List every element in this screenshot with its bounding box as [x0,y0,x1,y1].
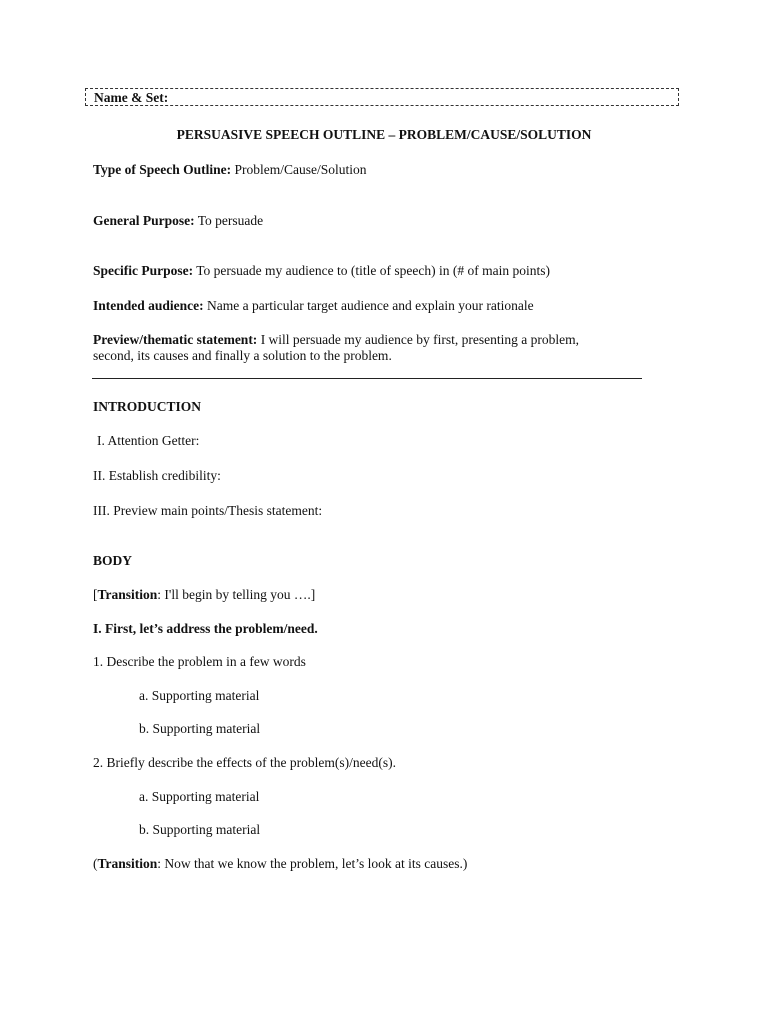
name-set-box [85,88,679,106]
intended-audience [93,297,534,314]
general-purpose-label: General Purpose: [93,213,195,228]
sub-point-2: 2. Briefly describe the effects of the problem(s)/need(s). [93,755,397,770]
intro-preview: III. Preview main points/Thesis statement: [93,503,323,518]
intended-audience-label: Intended audience: [93,298,204,313]
intro-attention-getter: I. Attention Getter: [97,433,200,448]
transition-1-text: : I'll begin by telling you ….] [157,587,316,602]
general-purpose [93,212,263,229]
general-purpose-value: To persuade [194,213,264,228]
preview-statement [93,331,579,348]
transition-1-label: Transition [97,587,158,602]
specific-purpose-label: Specific Purpose: [93,263,194,278]
main-point-1: I. First, let’s address the problem/need. [93,621,318,636]
document-title: PERSUASIVE SPEECH OUTLINE – PROBLEM/CAUSE/SOLUTION [176,127,592,142]
name-set-label: Name & Set: [94,90,169,105]
sub-point-2-b: b. Supporting material [139,822,261,837]
section-divider [92,378,642,379]
body-transition-2 [93,855,467,872]
intended-audience-value: Name a particular target audience and explain your rationale [203,298,534,313]
type-of-outline-label: Type of Speech Outline: [93,162,232,177]
intro-credibility: II. Establish credibility: [93,468,221,483]
body-transition-1 [93,586,315,603]
specific-purpose-value: To persuade my audience to (title of speech) in (# of main points) [193,263,550,278]
sub-point-2-a: a. Supporting material [139,789,260,804]
preview-value-line1: I will persuade my audience by first, presenting a problem, [257,332,579,347]
transition-1-open: [ [93,587,98,602]
preview-value-line2: second, its causes and finally a solution to the problem. [93,348,392,363]
transition-2-text: : Now that we know the problem, let’s look at its causes.) [157,856,468,871]
sub-point-1-a: a. Supporting material [139,688,260,703]
type-of-outline-value: Problem/Cause/Solution [231,162,367,177]
sub-point-1: 1. Describe the problem in a few words [93,654,306,669]
body-heading: BODY [93,553,133,568]
transition-2-open: ( [93,856,98,871]
specific-purpose [93,262,550,279]
transition-2-label: Transition [97,856,158,871]
sub-point-1-b: b. Supporting material [139,721,261,736]
introduction-heading: INTRODUCTION [93,399,202,414]
type-of-outline [93,161,367,178]
preview-label: Preview/thematic statement: [93,332,258,347]
